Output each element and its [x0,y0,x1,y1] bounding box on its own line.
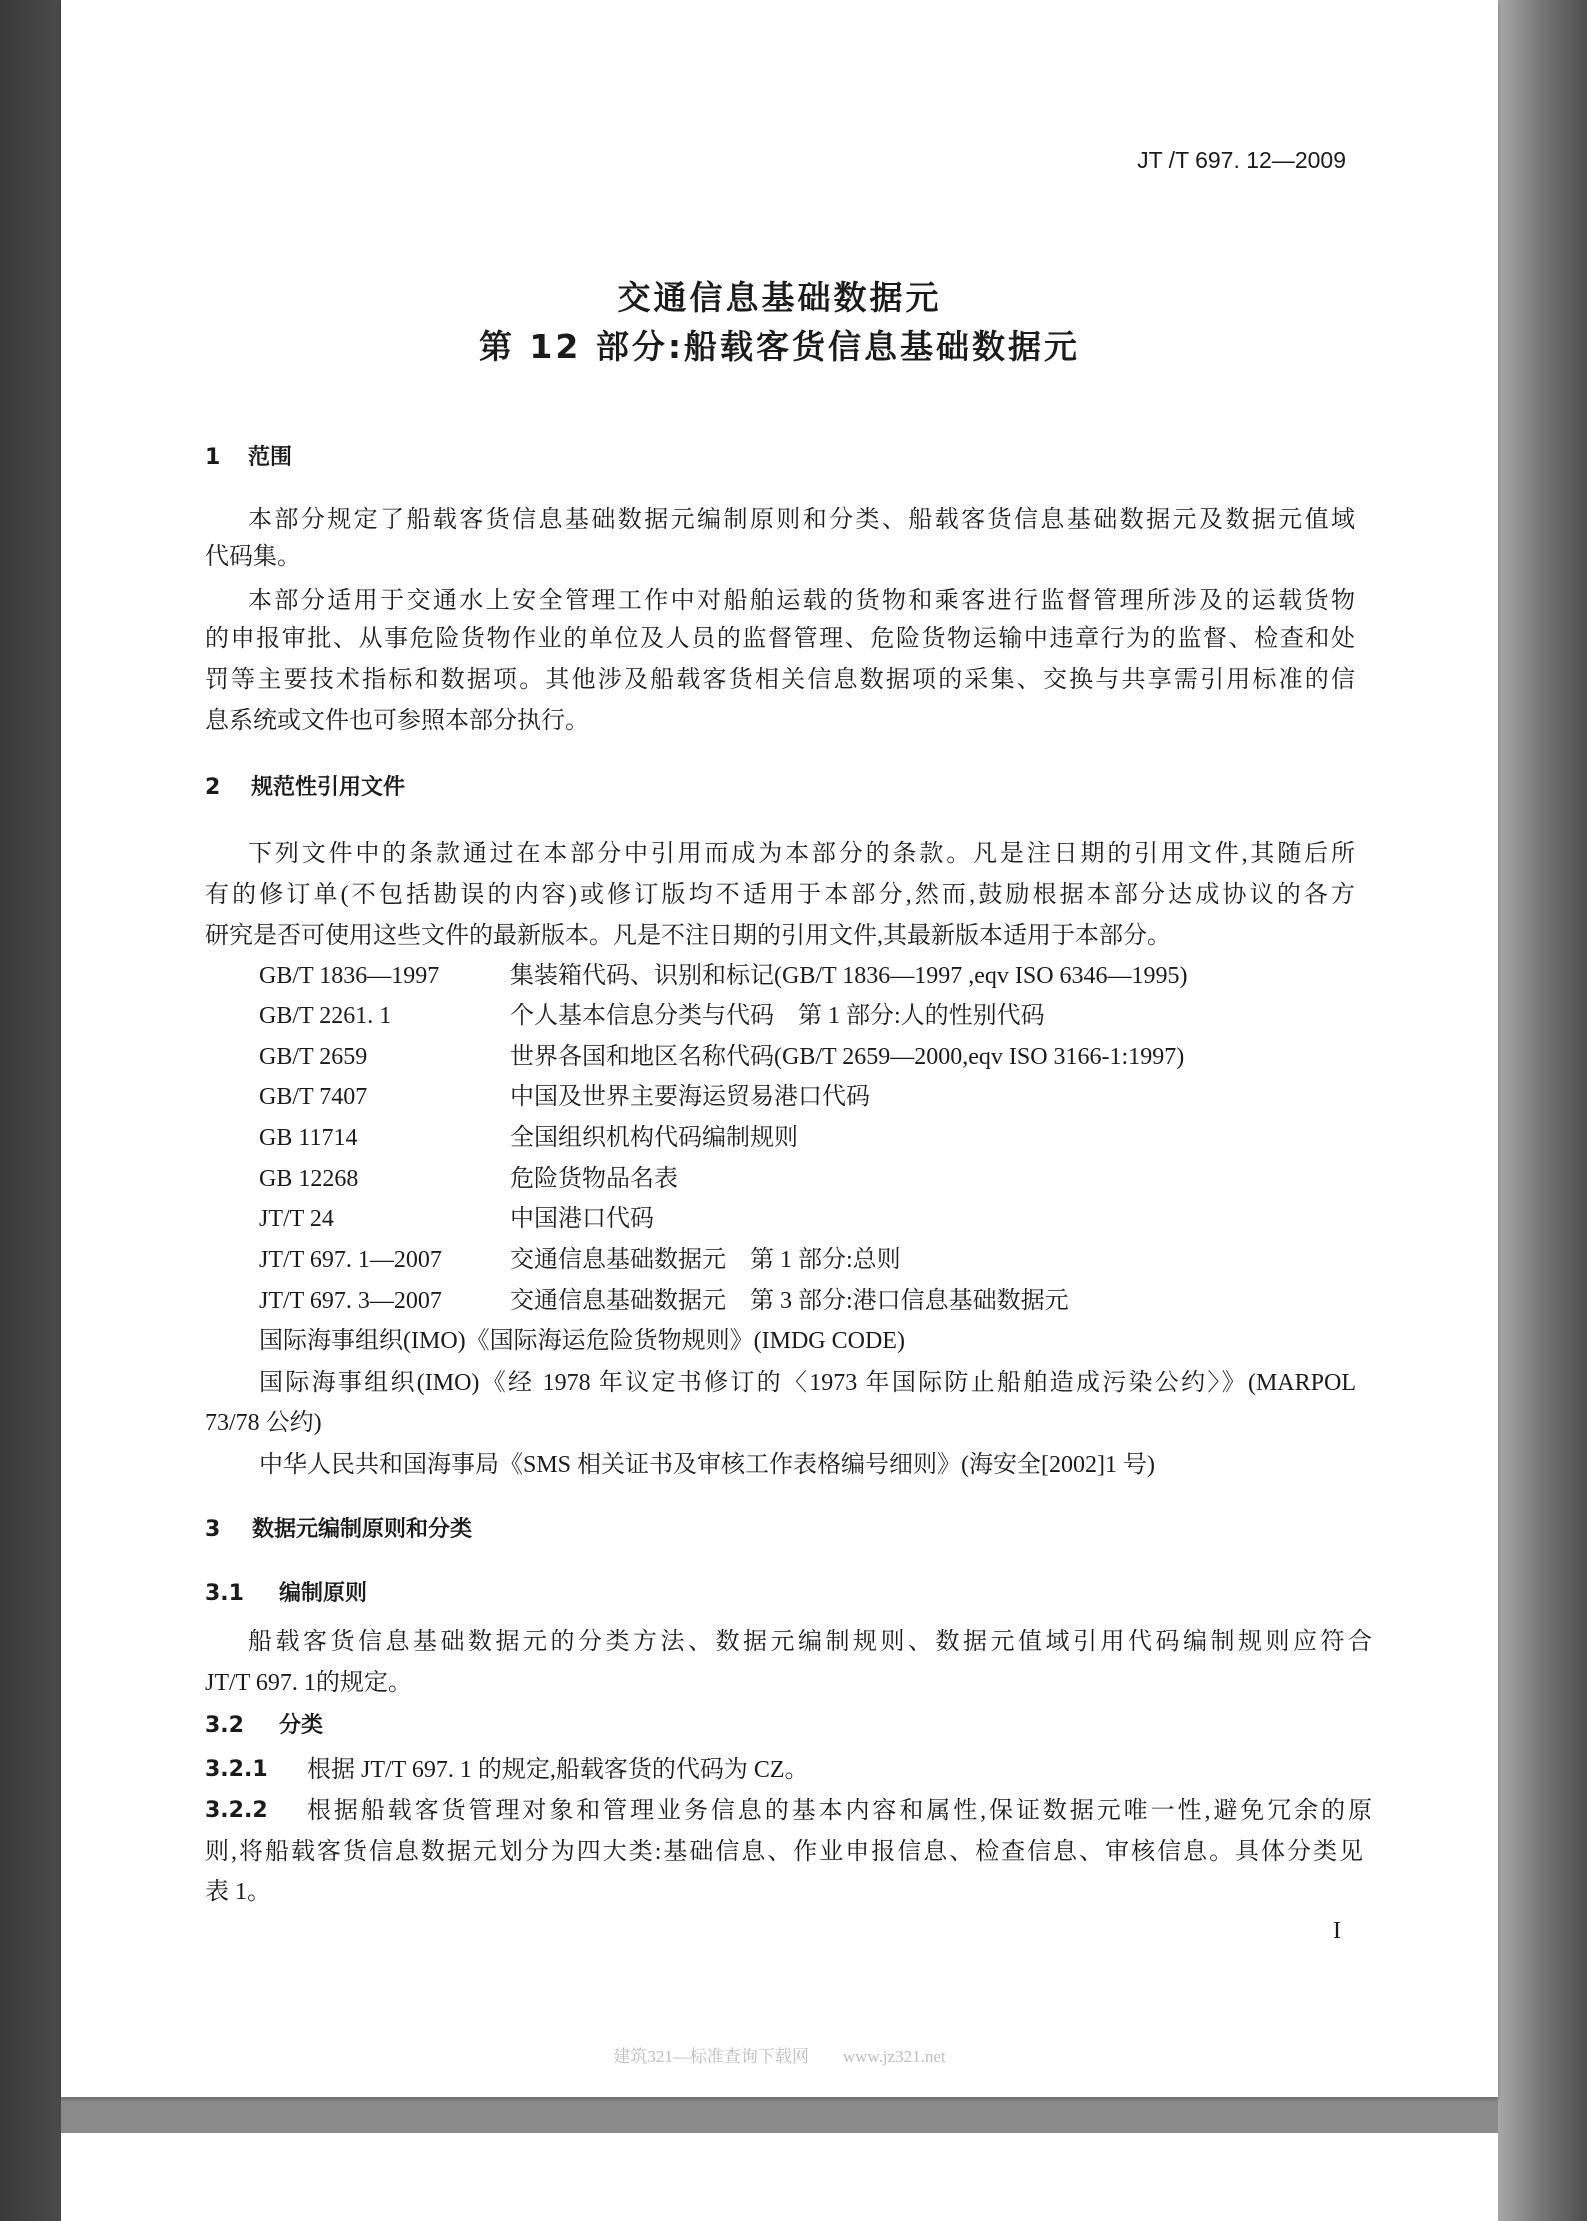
viewer-right-margin [1498,0,1587,2221]
paragraph-line: 罚等主要技术指标和数据项。其他涉及船载客货相关信息数据项的采集、交换与共享需引用标准的信 [205,667,1355,693]
reference-code: GB/T 7407 [259,1084,368,1110]
clause-number: 3.2.2 [205,1798,268,1823]
subsection-heading: 分类 [279,1713,324,1738]
reference-code: GB/T 2261. 1 [259,1003,392,1029]
reference-title: 危险货物品名表 [510,1166,678,1192]
page-number: I [1333,1918,1341,1944]
standard-number: JT /T 697. 12—2009 [1137,147,1346,173]
reference-code: GB 11714 [259,1125,358,1151]
section-number: 1 [205,445,221,470]
paragraph-line: 有的修订单(不包括勘误的内容)或修订版均不适用于本部分,然而,鼓励根据本部分达成协议的各方 [205,882,1355,908]
reference-title: 交通信息基础数据元 第 3 部分:港口信息基础数据元 [510,1288,1069,1314]
next-document-page [61,2133,1498,2221]
reference-code: JT/T 24 [259,1206,334,1232]
clause-text: 表 1。 [205,1879,271,1905]
paragraph-line: 息系统或文件也可参照本部分执行。 [205,708,589,734]
document-subtitle: 第 12 部分:船载客货信息基础数据元 [478,327,1081,366]
paragraph-line: JT/T 697. 1的规定。 [205,1670,412,1696]
reference-marpol-continued: 73/78 公约) [205,1410,322,1436]
reference-msa: 中华人民共和国海事局《SMS 相关证书及审核工作表格编号细则》(海安全[2002]1 号) [259,1452,1156,1478]
reference-code: JT/T 697. 1—2007 [259,1247,442,1273]
reference-code: GB/T 2659 [259,1044,368,1070]
subsection-number: 3.2 [205,1713,244,1738]
section-heading: 规范性引用文件 [251,775,406,800]
reference-title: 集装箱代码、识别和标记(GB/T 1836—1997 ,eqv ISO 6346—1995) [510,963,1188,989]
document-title: 交通信息基础数据元 [617,278,942,317]
reference-code: GB/T 1836—1997 [259,963,440,989]
viewer-left-margin [0,0,61,2221]
reference-title: 个人基本信息分类与代码 第 1 部分:人的性别代码 [510,1003,1045,1029]
paragraph-line: 代码集。 [205,544,301,570]
reference-title: 世界各国和地区名称代码(GB/T 2659—2000,eqv ISO 3166-1:1997) [510,1044,1185,1070]
clause-text: 根据船载客货管理对象和管理业务信息的基本内容和属性,保证数据元唯一性,避免冗余的原 [307,1798,1372,1824]
subsection-heading: 编制原则 [279,1581,368,1606]
subsection-number: 3.1 [205,1581,244,1606]
reference-code: JT/T 697. 3—2007 [259,1288,442,1314]
reference-marpol: 国际海事组织(IMO)《经 1978 年议定书修订的〈1973 年国际防止船舶造成污染公约〉》(MARPOL [259,1370,1356,1396]
reference-imdg: 国际海事组织(IMO)《国际海运危险货物规则》(IMDG CODE) [259,1328,905,1354]
reference-title: 中国港口代码 [510,1206,654,1232]
paragraph-line: 的申报审批、从事危险货物作业的单位及人员的监督管理、危险货物运输中违章行为的监督、检查和处 [205,626,1355,652]
paragraph-line: 下列文件中的条款通过在本部分中引用而成为本部分的条款。凡是注日期的引用文件,其随后所 [248,841,1355,867]
footer-watermark: 建筑321—标准查询下载网 www.jz321.net [613,2047,946,2066]
section-number: 2 [205,775,221,800]
section-number: 3 [205,1517,221,1542]
clause-text: 根据 JT/T 697. 1 的规定,船载客货的代码为 CZ。 [307,1757,809,1783]
clause-number: 3.2.1 [205,1757,268,1782]
section-heading: 范围 [248,445,293,470]
paragraph-line: 船载客货信息基础数据元的分类方法、数据元编制规则、数据元值域引用代码编制规则应符合 [248,1629,1372,1655]
reference-title: 中国及世界主要海运贸易港口代码 [510,1084,870,1110]
reference-title: 全国组织机构代码编制规则 [510,1125,798,1151]
reference-code: GB 12268 [259,1166,359,1192]
paragraph-line: 本部分规定了船载客货信息基础数据元编制原则和分类、船载客货信息基础数据元及数据元值域 [248,507,1355,533]
clause-text: 则,将船载客货信息数据元划分为四大类:基础信息、作业申报信息、检查信息、审核信息。具体分类见 [205,1839,1363,1865]
document-page [61,0,1498,2097]
paragraph-line: 研究是否可使用这些文件的最新版本。凡是不注日期的引用文件,其最新版本适用于本部分。 [205,923,1171,949]
paragraph-line: 本部分适用于交通水上安全管理工作中对船舶运载的货物和乘客进行监督管理所涉及的运载货物 [248,588,1355,614]
reference-title: 交通信息基础数据元 第 1 部分:总则 [510,1247,901,1273]
section-heading: 数据元编制原则和分类 [252,1517,473,1542]
